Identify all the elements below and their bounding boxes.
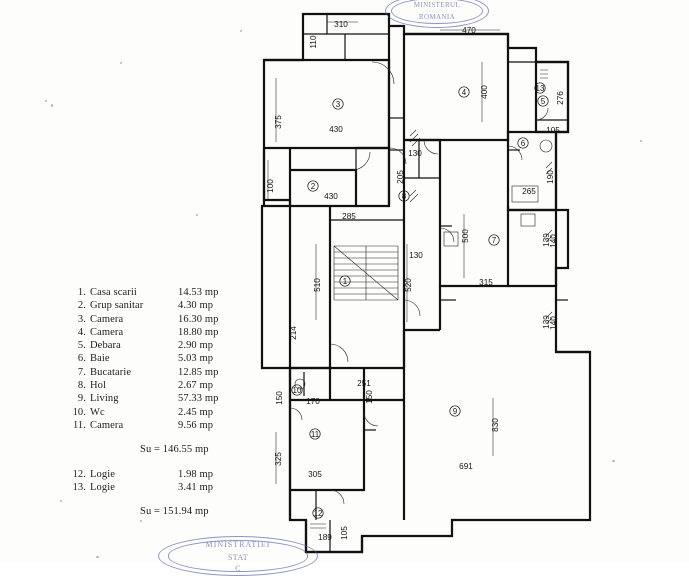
room-marker-label: 2 [310, 181, 316, 191]
room-schedule-row [62, 339, 252, 352]
room-schedule-row [62, 406, 252, 419]
room-area: 1.98 mp [178, 468, 214, 480]
scan-speck [140, 520, 142, 522]
subtotal-area: Su = 146.55 mp [140, 444, 209, 456]
room-name: Wc [90, 406, 105, 418]
room-marker [340, 276, 350, 286]
room-marker [489, 235, 499, 245]
room-marker-label: 8 [401, 191, 407, 201]
scan-speck [640, 140, 642, 142]
dimension-label: 110 [309, 35, 318, 49]
room-marker-label: 7 [491, 235, 497, 245]
room-marker [399, 191, 409, 201]
dimension-label: 500 [461, 229, 470, 243]
dimension-label: 325 [274, 452, 283, 466]
room-marker [333, 99, 343, 109]
room-number: 2. [77, 300, 86, 312]
dimension-label: 170 [306, 397, 320, 406]
room-schedule-row [62, 299, 252, 312]
room-number: 8. [77, 380, 86, 392]
dimension-label: 140 [549, 234, 558, 248]
stamp-bottom-line2: STAT [227, 553, 249, 562]
room-name: Camera [90, 313, 124, 325]
room-number: 5. [77, 340, 86, 352]
scan-speck [120, 62, 122, 64]
room-number: 6. [77, 353, 86, 365]
room-area: 18.80 mp [178, 326, 219, 338]
scan-speck [196, 214, 198, 216]
dimension-label: 251 [357, 379, 371, 388]
room-number: 1. [77, 287, 86, 298]
dimension-label: 265 [522, 187, 536, 196]
scan-speck [612, 460, 615, 462]
dimension-label: 105 [340, 526, 349, 540]
room-number: 12. [72, 468, 86, 480]
dimension-label: 310 [334, 20, 348, 29]
dimension-label: 130 [409, 251, 423, 260]
dimension-label: 189 [318, 533, 332, 542]
dimension-label: 130 [408, 149, 422, 158]
dimension-label: 691 [459, 462, 473, 471]
dimension-label: 150 [275, 391, 284, 405]
room-name: Camera [90, 419, 124, 431]
dimension-label: 139 [542, 315, 551, 329]
room-schedule-row [62, 352, 252, 365]
room-marker [450, 406, 460, 416]
room-marker-label: 9 [452, 406, 458, 416]
room-marker [535, 83, 545, 93]
dimension-label: 470 [462, 26, 476, 35]
dimension-label: 190 [546, 170, 555, 184]
room-marker [459, 87, 469, 97]
dimension-label: 510 [313, 278, 322, 292]
room-marker [292, 385, 302, 395]
room-marker [518, 138, 528, 148]
room-marker [538, 96, 548, 106]
room-area: 57.33 mp [178, 393, 219, 405]
room-name: Baie [90, 353, 110, 365]
room-schedule-rows [62, 286, 252, 432]
dimension-label: 430 [324, 192, 338, 201]
room-name: Debara [90, 340, 121, 352]
room-name: Hol [90, 380, 107, 392]
scan-speck [60, 500, 62, 502]
scan-speck [51, 104, 53, 107]
stamp-top-line2: ROMANIA [418, 13, 456, 21]
room-number: 3. [77, 313, 86, 325]
scan-speck [240, 30, 242, 32]
room-name: Grup sanitar [90, 300, 144, 312]
room-marker-label: 5 [540, 96, 546, 106]
room-marker [313, 508, 323, 518]
room-marker-label: 1 [342, 276, 348, 286]
room-number: 4. [77, 326, 86, 338]
room-name: Logie [90, 468, 115, 480]
room-schedule-row [62, 379, 252, 392]
dimension-label: 100 [266, 179, 275, 193]
room-number: 9. [77, 393, 86, 405]
scan-speck [45, 100, 47, 102]
dimension-label: 830 [491, 418, 500, 432]
dimension-label: 139 [542, 233, 551, 247]
room-marker-label: 12 [313, 508, 323, 518]
room-marker [308, 181, 318, 191]
room-area: 2.67 mp [178, 380, 214, 392]
room-marker-label: 13 [535, 83, 545, 93]
dimension-label: 305 [308, 470, 322, 479]
dimension-label: 285 [342, 212, 356, 221]
room-number: 11. [72, 419, 86, 431]
room-marker-label: 6 [520, 138, 526, 148]
room-schedule-row [62, 392, 252, 405]
dimension-label: 214 [289, 326, 298, 340]
dimension-label: 150 [365, 390, 374, 404]
room-area: 12.85 mp [178, 366, 219, 378]
stamp-bottom-line1: MINISTRATIEI [205, 540, 271, 549]
room-area: 14.53 mp [178, 287, 219, 298]
room-area: 2.90 mp [178, 340, 214, 352]
room-name: Bucatarie [90, 366, 132, 378]
room-marker-label: 10 [292, 385, 302, 395]
dimension-label: 140 [549, 316, 558, 330]
room-area: 5.03 mp [178, 353, 214, 365]
room-area: 16.30 mp [178, 313, 219, 325]
room-number: 10. [72, 406, 86, 418]
scan-speck [96, 556, 99, 558]
room-name: Logie [90, 481, 115, 493]
room-marker-label: 11 [310, 429, 320, 439]
room-schedule [62, 286, 252, 518]
room-area: 4.30 mp [178, 300, 214, 312]
dimension-label: 520 [404, 278, 413, 292]
room-schedule-row [62, 419, 252, 432]
room-schedule-row [62, 313, 252, 326]
dimension-label: 315 [479, 278, 493, 287]
room-name: Camera [90, 326, 124, 338]
room-number: 7. [77, 366, 86, 378]
dimension-label: 205 [396, 170, 405, 184]
dimension-label: 375 [274, 115, 283, 129]
stamp-top-line1: MINISTERUL [413, 1, 461, 9]
room-schedule-row [62, 286, 252, 299]
room-area: 3.41 mp [178, 481, 214, 493]
room-name: Living [90, 393, 119, 405]
total-area: Su = 151.94 mp [140, 506, 209, 518]
room-marker-label: 3 [335, 99, 341, 109]
room-area: 9.56 mp [178, 419, 214, 431]
room-marker-label: 4 [461, 87, 467, 97]
dimension-label: 105 [546, 126, 560, 135]
room-area: 2.45 mp [178, 406, 214, 418]
dimension-label: 430 [329, 125, 343, 134]
dimension-label: 400 [480, 85, 489, 99]
room-schedule-row [62, 326, 252, 339]
extras-rows [62, 468, 252, 495]
stamp-bottom-line3: C [235, 564, 241, 573]
room-schedule-row [62, 366, 252, 379]
room-schedule-row [62, 481, 252, 494]
room-number: 13. [72, 481, 86, 493]
dimension-label: 276 [556, 91, 565, 105]
room-schedule-row [62, 468, 252, 481]
room-marker [310, 429, 320, 439]
room-name: Casa scarii [90, 287, 137, 298]
